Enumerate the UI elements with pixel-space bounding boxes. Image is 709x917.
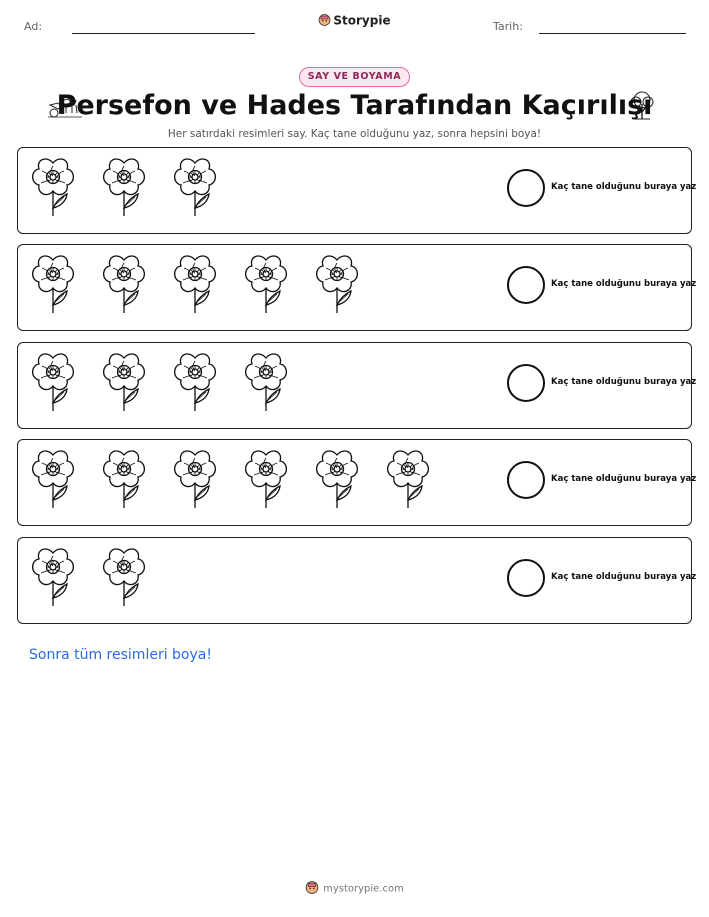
counting-row bbox=[17, 439, 697, 526]
page-title: Persefon ve Hades Tarafından Kaçırılışı bbox=[56, 90, 653, 121]
storypie-logo-icon bbox=[318, 13, 331, 29]
answer-circle[interactable] bbox=[507, 559, 545, 597]
flower-icon[interactable] bbox=[314, 448, 360, 510]
flower-icon[interactable] bbox=[243, 253, 289, 315]
activity-badge: SAY VE BOYAMA bbox=[299, 67, 410, 87]
answer-label: Kaç tane olduğunu buraya yaz bbox=[551, 182, 697, 192]
date-line[interactable] bbox=[539, 33, 686, 34]
flower-icon[interactable] bbox=[172, 156, 218, 218]
answer-label: Kaç tane olduğunu buraya yaz bbox=[551, 572, 697, 582]
answer-circle[interactable] bbox=[507, 364, 545, 402]
answer-label: Kaç tane olduğunu buraya yaz bbox=[551, 377, 697, 387]
flower-icon[interactable] bbox=[101, 448, 147, 510]
flower-icon[interactable] bbox=[30, 253, 76, 315]
answer-label: Kaç tane olduğunu buraya yaz bbox=[551, 474, 697, 484]
counting-row bbox=[17, 244, 697, 331]
storypie-footer-logo-icon bbox=[305, 880, 319, 897]
flower-icon[interactable] bbox=[172, 351, 218, 413]
flower-icon[interactable] bbox=[101, 253, 147, 315]
answer-circle[interactable] bbox=[507, 461, 545, 499]
flower-icon[interactable] bbox=[243, 448, 289, 510]
flower-icon[interactable] bbox=[101, 351, 147, 413]
counting-row bbox=[17, 147, 697, 234]
brand bbox=[0, 13, 709, 29]
flower-icon[interactable] bbox=[385, 448, 431, 510]
flower-icon[interactable] bbox=[243, 351, 289, 413]
name-line[interactable] bbox=[72, 33, 255, 34]
flower-icon[interactable] bbox=[101, 546, 147, 608]
brand-name: Storypie bbox=[333, 13, 391, 28]
flower-icon[interactable] bbox=[172, 448, 218, 510]
flower-icon[interactable] bbox=[101, 156, 147, 218]
footer-url[interactable]: mystorypie.com bbox=[323, 883, 404, 895]
answer-circle[interactable] bbox=[507, 266, 545, 304]
counting-row bbox=[17, 537, 697, 624]
flower-icon[interactable] bbox=[30, 448, 76, 510]
answer-label: Kaç tane olduğunu buraya yaz bbox=[551, 279, 697, 289]
flower-icon[interactable] bbox=[314, 253, 360, 315]
color-instruction: Sonra tüm resimleri boya! bbox=[29, 647, 212, 663]
flower-icon[interactable] bbox=[30, 546, 76, 608]
flower-icon[interactable] bbox=[30, 351, 76, 413]
name-label: Ad: bbox=[24, 20, 43, 33]
instructions: Her satırdaki resimleri say. Kaç tane olduğunu yaz, sonra hepsini boya! bbox=[167, 128, 542, 140]
footer bbox=[0, 880, 709, 897]
flower-icon[interactable] bbox=[30, 156, 76, 218]
date-label: Tarih: bbox=[493, 20, 523, 33]
counting-row bbox=[17, 342, 697, 429]
flower-icon[interactable] bbox=[172, 253, 218, 315]
answer-circle[interactable] bbox=[507, 169, 545, 207]
